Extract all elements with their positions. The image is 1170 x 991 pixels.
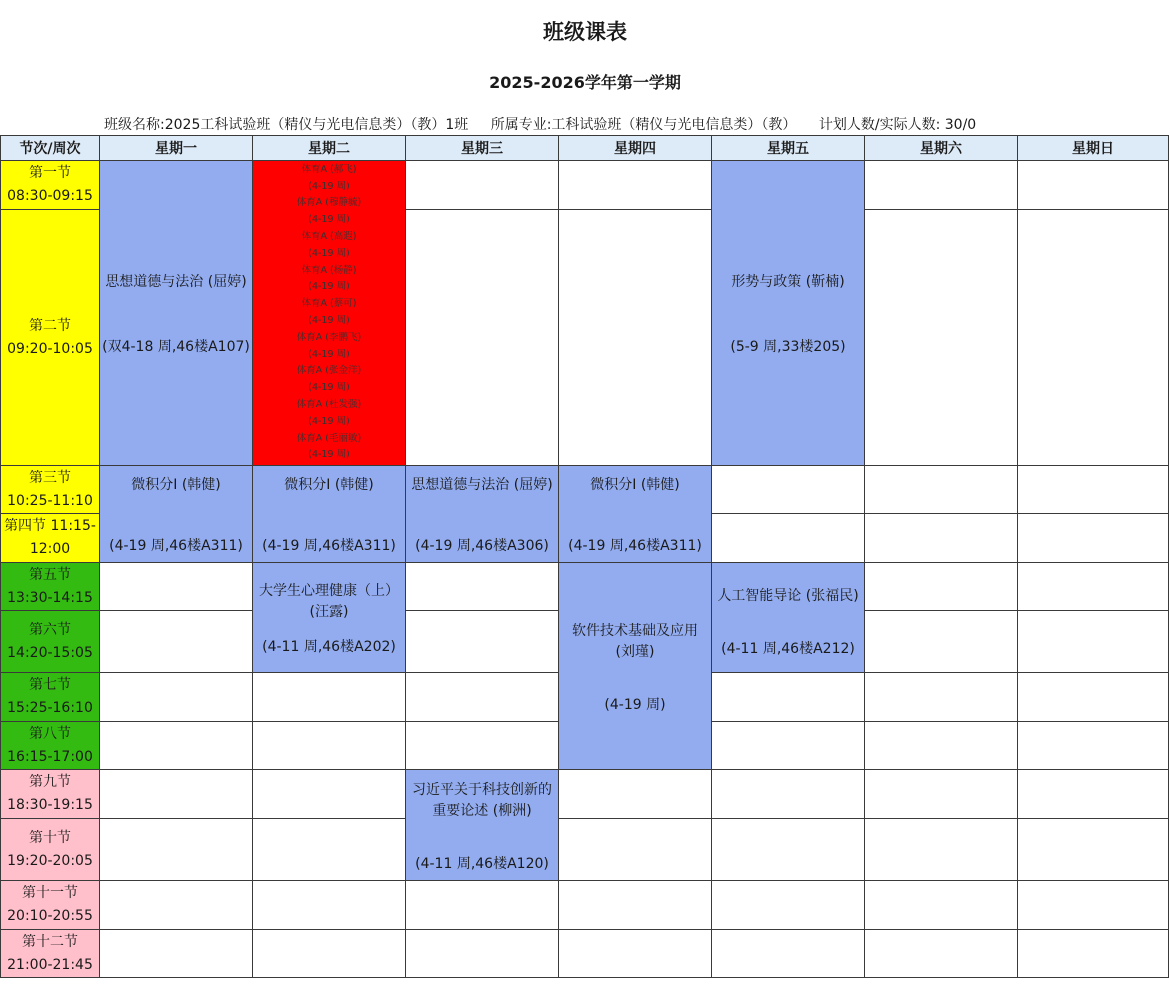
empty-cell[interactable] (1018, 722, 1169, 770)
course-cell[interactable] (712, 161, 865, 466)
empty-cell[interactable] (712, 722, 865, 770)
day-header: 星期五 (712, 136, 865, 161)
period-label: 第十二节 21:00-21:45 (1, 930, 100, 978)
empty-cell[interactable] (100, 881, 253, 930)
empty-cell[interactable] (100, 819, 253, 881)
period-label: 第四节 11:15- 12:00 (1, 514, 100, 563)
day-header: 星期三 (406, 136, 559, 161)
empty-cell[interactable] (100, 770, 253, 819)
empty-cell[interactable] (406, 161, 559, 210)
empty-cell[interactable] (865, 611, 1018, 673)
course-detail: (4-11 周,46楼A202) (262, 639, 396, 655)
empty-cell[interactable] (253, 881, 406, 930)
empty-cell[interactable] (559, 881, 712, 930)
period-row (1, 563, 1169, 611)
course-cell[interactable] (100, 161, 253, 466)
empty-cell[interactable] (712, 930, 865, 978)
empty-cell[interactable] (559, 930, 712, 978)
empty-cell[interactable] (1018, 514, 1169, 563)
period-label: 第七节 15:25-16:10 (1, 673, 100, 722)
period-row (1, 770, 1169, 819)
empty-cell[interactable] (253, 770, 406, 819)
corner-header: 节次/周次 (1, 136, 100, 161)
empty-cell[interactable] (1018, 881, 1169, 930)
empty-cell[interactable] (1018, 161, 1169, 210)
course-cell[interactable] (406, 770, 559, 881)
major-name: 所属专业:工科试验班（精仪与光电信息类）（教） (490, 117, 797, 133)
period-label: 第五节 13:30-14:15 (1, 563, 100, 611)
course-cell[interactable] (253, 563, 406, 673)
day-header: 星期六 (865, 136, 1018, 161)
headcount: 计划人数/实际人数: 30/0 (818, 117, 977, 133)
empty-cell[interactable] (406, 611, 559, 673)
empty-cell[interactable] (1018, 819, 1169, 881)
semester-subtitle: 2025-2026学年第一学期 (489, 73, 681, 92)
course-cell[interactable] (559, 466, 712, 563)
course-name: 大学生心理健康（上）(汪露) (259, 583, 399, 620)
course-detail: (4-19 周,46楼A311) (109, 538, 243, 554)
empty-cell[interactable] (559, 770, 712, 819)
empty-cell[interactable] (406, 881, 559, 930)
course-cell[interactable] (712, 563, 865, 673)
empty-cell[interactable] (253, 722, 406, 770)
course-name: 习近平关于科技创新的重要论述 (柳洲) (412, 781, 552, 819)
empty-cell[interactable] (406, 210, 559, 466)
period-label: 第九节 18:30-19:15 (1, 770, 100, 819)
course-detail: (4-11 周,46楼A120) (415, 855, 549, 872)
period-label: 第六节 14:20-15:05 (1, 611, 100, 673)
class-info (104, 114, 1164, 134)
header-row (1, 136, 1169, 161)
period-row (1, 161, 1169, 210)
empty-cell[interactable] (406, 673, 559, 722)
empty-cell[interactable] (100, 563, 253, 611)
period-label: 第十节 19:20-20:05 (1, 819, 100, 881)
course-detail: (4-19 周,46楼A311) (262, 538, 396, 554)
empty-cell[interactable] (712, 819, 865, 881)
empty-cell[interactable] (559, 819, 712, 881)
course-cell[interactable] (559, 563, 712, 770)
day-header: 星期四 (559, 136, 712, 161)
course-name: 人工智能导论 (张福民) (717, 587, 859, 604)
empty-cell[interactable] (865, 819, 1018, 881)
empty-cell[interactable] (865, 563, 1018, 611)
period-row (1, 881, 1169, 930)
empty-cell[interactable] (865, 673, 1018, 722)
empty-cell[interactable] (1018, 210, 1169, 466)
course-detail: (4-19 周) (604, 696, 666, 713)
course-detail: (双4-18 周,46楼A107) (102, 339, 250, 355)
period-row (1, 819, 1169, 881)
empty-cell[interactable] (1018, 563, 1169, 611)
empty-cell[interactable] (1018, 673, 1169, 722)
period-label: 第三节 10:25-11:10 (1, 466, 100, 514)
period-row (1, 930, 1169, 978)
period-row (1, 466, 1169, 514)
empty-cell[interactable] (865, 881, 1018, 930)
day-header: 星期二 (253, 136, 406, 161)
course-cell[interactable] (406, 466, 559, 563)
course-name: 思想道德与法治 (屈婷) (105, 274, 247, 290)
page-title: 班级课表 (543, 20, 627, 44)
day-header: 星期一 (100, 136, 253, 161)
period-label: 第一节 08:30-09:15 (1, 161, 100, 210)
course-name: 软件技术基础及应用 (刘瑾) (572, 622, 698, 660)
course-cell[interactable] (253, 466, 406, 563)
empty-cell[interactable] (712, 466, 865, 514)
empty-cell[interactable] (865, 930, 1018, 978)
pe-course-cell[interactable]: 体育A (郝飞) (4-19 周) 体育A (穆静毓) (4-19 周) 体育A (高遐) (4-19 周) 体育A (杨静) (4-19 周) 体育A (蔡可) (4-19 周) 体育A (李鹏飞) (4-19 周) 体育A (张金洋) (4-19 周) 体育A (杜发强) (4-19 周) 体育A (毛丽敏) (4-19 周) (253, 161, 406, 466)
empty-cell[interactable] (253, 930, 406, 978)
period-label: 第八节 16:15-17:00 (1, 722, 100, 770)
empty-cell[interactable] (100, 611, 253, 673)
empty-cell[interactable] (253, 673, 406, 722)
empty-cell[interactable] (559, 210, 712, 466)
course-name: 形势与政策 (靳楠) (731, 274, 845, 290)
empty-cell[interactable] (1018, 611, 1169, 673)
empty-cell[interactable] (1018, 930, 1169, 978)
empty-cell[interactable] (1018, 770, 1169, 819)
course-name: 思想道德与法治 (屈婷) (411, 477, 553, 493)
empty-cell[interactable] (865, 466, 1018, 514)
day-header: 星期日 (1018, 136, 1169, 161)
course-detail: (5-9 周,33楼205) (730, 339, 846, 355)
empty-cell[interactable] (406, 722, 559, 770)
empty-cell[interactable] (1018, 466, 1169, 514)
course-name: 微积分I (韩健) (131, 477, 221, 493)
empty-cell[interactable] (865, 770, 1018, 819)
empty-cell[interactable] (712, 770, 865, 819)
empty-cell[interactable] (100, 722, 253, 770)
empty-cell[interactable] (865, 722, 1018, 770)
class-name: 班级名称:2025工科试验班（精仪与光电信息类）（教）1班 (104, 117, 469, 133)
course-detail: (4-19 周,46楼A311) (568, 538, 702, 554)
empty-cell[interactable] (865, 210, 1018, 466)
empty-cell[interactable] (712, 673, 865, 722)
course-detail: (4-11 周,46楼A212) (721, 640, 855, 657)
empty-cell[interactable] (100, 930, 253, 978)
empty-cell[interactable] (406, 930, 559, 978)
schedule-table (0, 135, 1169, 978)
period-label: 第二节 09:20-10:05 (1, 210, 100, 466)
empty-cell[interactable] (865, 514, 1018, 563)
empty-cell[interactable] (253, 819, 406, 881)
empty-cell[interactable] (100, 673, 253, 722)
course-detail: (4-19 周,46楼A306) (415, 538, 549, 554)
empty-cell[interactable] (559, 161, 712, 210)
course-name: 微积分I (韩健) (590, 477, 680, 493)
course-name: 微积分I (韩健) (284, 477, 374, 493)
empty-cell[interactable] (712, 514, 865, 563)
period-label: 第十一节 20:10-20:55 (1, 881, 100, 930)
course-cell[interactable] (100, 466, 253, 563)
empty-cell[interactable] (712, 881, 865, 930)
empty-cell[interactable] (865, 161, 1018, 210)
empty-cell[interactable] (406, 563, 559, 611)
